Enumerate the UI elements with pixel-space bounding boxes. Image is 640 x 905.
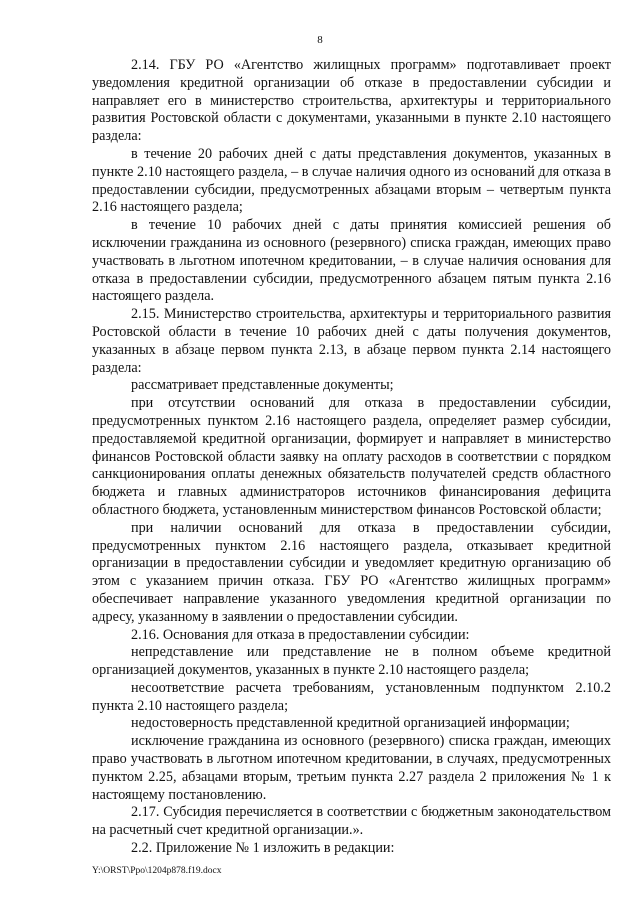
paragraph-2-15-no-grounds: при отсутствии оснований для отказа в предоставлении субсидии, предусмотренных пунктом 2.16 настоящего раздела, определяет размер субсидии, предоставляемой кредитной организации, формирует и направляет в министерство финансов Ростовской области заявку на оплату расходов в соответствии с порядком санкционирования оплаты денежных обязательств получателей средств областного бюджета и главных администраторов источников финансирования дефицита областного бюджета, установленным министерством финансов Ростовской области; — [92, 395, 611, 518]
paragraph-2-17: 2.17. Субсидия перечисляется в соответствии с бюджетным законодательством на расчетный счет кредитной организации.». — [92, 804, 611, 839]
paragraph-2-16-ground-2: несоответствие расчета требованиям, установленным подпунктом 2.10.2 пункта 2.10 настоящего раздела; — [92, 679, 611, 714]
paragraph-2-15: 2.15. Министерство строительства, архитектуры и территориального развития Ростовской области в течение 10 рабочих дней с даты получения документов, указанных в абзаце первом пункта 2.13, в абзаце первом пункта 2.14 настоящего раздела: — [92, 306, 611, 376]
paragraph-2-16-ground-4: исключение гражданина из основного (резервного) списка граждан, имеющих право участвовать в льготном ипотечном кредитовании, в случаях, предусмотренных пунктом 2.25, абзацами вторым, третьим пункта 2.27 раздела 2 приложения № 1 к настоящему постановлению. — [92, 733, 611, 803]
paragraph-2-14-term-20-days: в течение 20 рабочих дней с даты представления документов, указанных в пункте 2.10 настоящего раздела, – в случае наличия одного из оснований для отказа в предоставлении субсидии, предусмотренных абзацами вторым – четвертым пункта 2.16 настоящего раздела; — [92, 145, 611, 216]
document-body — [92, 57, 611, 858]
paragraph-2-2: 2.2. Приложение № 1 изложить в редакции: — [131, 840, 395, 857]
page-number: 8 — [317, 34, 323, 46]
paragraph-2-16-ground-3: недостоверность представленной кредитной организацией информации; — [131, 715, 570, 732]
paragraph-2-14: 2.14. ГБУ РО «Агентство жилищных программ» подготавливает проект уведомления кредитной организации об отказе в предоставлении субсидии и направляет его в министерство строительства, архитектуры и территориального развития Ростовской области с документами, указанными в пункте 2.10 настоящего раздела: — [92, 57, 611, 145]
paragraph-2-16-ground-1: непредставление или представление не в полном объеме кредитной организацией документов, указанных в пункте 2.10 настоящего раздела; — [92, 644, 611, 679]
paragraph-2-15-grounds: при наличии оснований для отказа в предоставлении субсидии, предусмотренных пунктом 2.16 настоящего раздела, отказывает кредитной организации в предоставлении субсидии и уведомляет кредитную организацию об этом с указанием причин отказа. ГБУ РО «Агентство жилищных программ» обеспечивает направление указанного уведомления кредитной организации по адресу, указанному в заявлении о предоставлении субсидии. — [92, 519, 611, 625]
paragraph-2-15-review: рассматривает представленные документы; — [131, 377, 394, 394]
paragraph-2-14-term-10-days: в течение 10 рабочих дней с даты принятия комиссией решения об исключении гражданина из основного (резервного) списка граждан, имеющих право участвовать в льготном ипотечном кредитовании, – в случае наличия основания для отказа в предоставлении субсидии, предусмотренного абзацем пятым пункта 2.16 настоящего раздела. — [92, 217, 611, 305]
paragraph-2-16: 2.16. Основания для отказа в предоставлении субсидии: — [131, 626, 470, 643]
footer-file-path: Y:\ORST\Ppo\1204p878.f19.docx — [92, 866, 222, 876]
